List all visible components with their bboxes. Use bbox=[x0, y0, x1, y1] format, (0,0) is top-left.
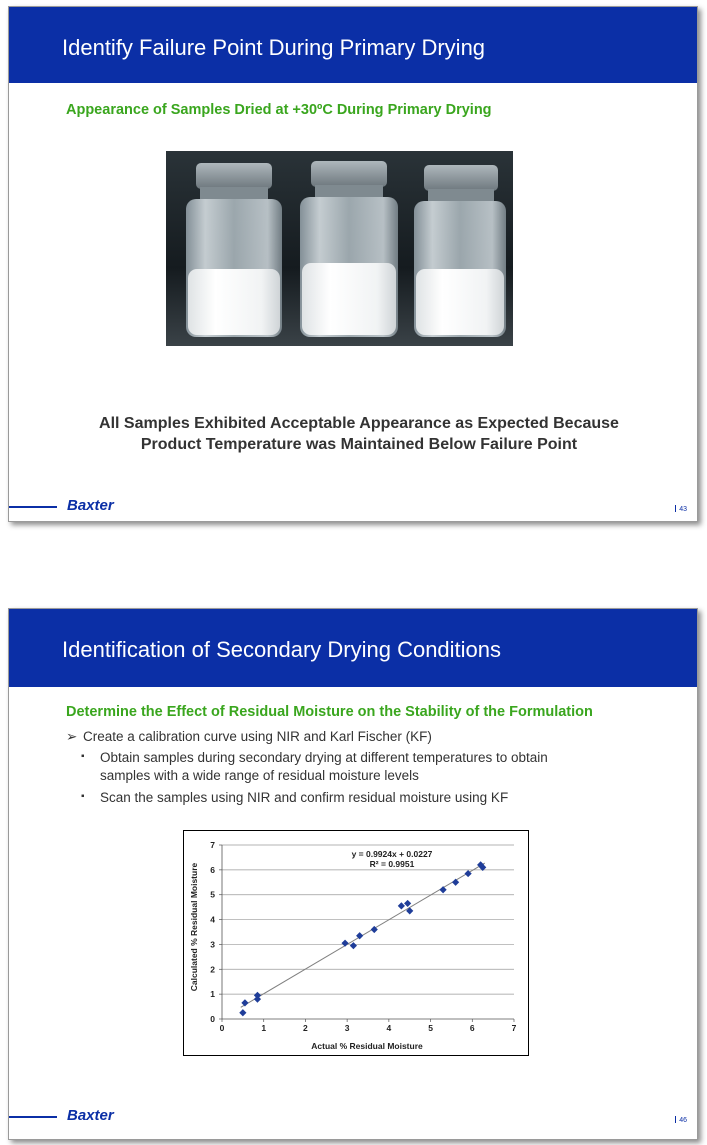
footer-line bbox=[9, 506, 57, 508]
y-tick-label: 7 bbox=[210, 840, 215, 850]
arrow-bullet-icon: ➢ bbox=[66, 729, 78, 744]
r-squared-label: R² = 0.9951 bbox=[369, 859, 415, 869]
baxter-logo: Baxter bbox=[67, 1107, 114, 1124]
slide-43 bbox=[8, 6, 698, 522]
conclusion-text bbox=[49, 413, 669, 455]
chart-grid bbox=[222, 845, 514, 994]
y-tick-label: 6 bbox=[210, 864, 215, 875]
square-bullet-icon: ▪ bbox=[81, 751, 85, 762]
slide-title: Identify Failure Point During Primary Drying bbox=[62, 35, 486, 60]
slide-header bbox=[9, 609, 697, 687]
x-axis-label: Actual % Residual Moisture bbox=[311, 1041, 423, 1051]
y-tick-label: 4 bbox=[210, 914, 215, 925]
calibration-chart-svg bbox=[184, 831, 530, 1057]
slide-header bbox=[9, 7, 697, 83]
y-axis-label: Calculated % Residual Moisture bbox=[189, 862, 199, 992]
bullet-text: Create a calibration curve using NIR and Karl Fischer (KF) bbox=[83, 729, 432, 744]
vials-illustration bbox=[166, 151, 513, 346]
conclusion-line-2: Product Temperature was Maintained Below Failure Point bbox=[140, 436, 578, 453]
data-point bbox=[439, 886, 446, 893]
chart-axes bbox=[210, 840, 516, 1033]
trendline bbox=[241, 863, 485, 1007]
y-tick-label: 3 bbox=[210, 939, 215, 950]
y-tick-label: 5 bbox=[210, 889, 215, 900]
x-tick-label: 5 bbox=[428, 1023, 433, 1033]
x-tick-label: 6 bbox=[469, 1023, 475, 1033]
x-tick-label: 3 bbox=[344, 1023, 350, 1033]
square-bullet-icon: ▪ bbox=[81, 791, 85, 802]
page-number-value: 43 bbox=[679, 506, 687, 513]
vial-3 bbox=[414, 165, 506, 337]
bullet-3 bbox=[81, 789, 508, 807]
page-number-divider bbox=[675, 505, 676, 512]
x-tick-label: 1 bbox=[261, 1023, 267, 1033]
chart-trendline-layer bbox=[241, 863, 485, 1007]
data-point bbox=[241, 999, 248, 1006]
footer-line bbox=[9, 1116, 57, 1118]
page-number bbox=[675, 1116, 687, 1124]
trendline-equation: y = 0.9924x + 0.0227 bbox=[351, 849, 433, 859]
data-point bbox=[239, 1009, 246, 1016]
y-tick-label: 1 bbox=[210, 989, 215, 1000]
page-number-value: 46 bbox=[679, 1117, 687, 1124]
slide-subtitle: Determine the Effect of Residual Moisture on the Stability of the Formulation bbox=[66, 704, 593, 720]
vial-1 bbox=[186, 163, 282, 337]
y-tick-label: 2 bbox=[210, 964, 215, 975]
bullet-1 bbox=[66, 728, 432, 746]
x-tick-label: 2 bbox=[303, 1023, 308, 1033]
slide-subtitle: Appearance of Samples Dried at +30ºC During Primary Drying bbox=[66, 102, 492, 118]
data-point bbox=[254, 992, 261, 999]
data-point bbox=[341, 940, 348, 947]
x-tick-label: 0 bbox=[219, 1023, 225, 1033]
bullet-2 bbox=[81, 749, 548, 785]
page-number-divider bbox=[675, 1116, 676, 1123]
data-point bbox=[404, 900, 411, 907]
data-point bbox=[350, 942, 357, 949]
data-point bbox=[398, 902, 405, 909]
baxter-logo: Baxter bbox=[67, 497, 114, 514]
slide-title: Identification of Secondary Drying Conditions bbox=[62, 637, 502, 662]
x-tick-label: 4 bbox=[386, 1023, 392, 1033]
vials-photo bbox=[166, 151, 513, 346]
bullet-text: Scan the samples using NIR and confirm residual moisture using KF bbox=[100, 790, 509, 805]
bullet-text-line-2: samples with a wide range of residual moisture levels bbox=[100, 768, 419, 783]
conclusion-line-1: All Samples Exhibited Acceptable Appearance as Expected Because bbox=[99, 415, 619, 432]
page-number bbox=[675, 505, 687, 513]
y-tick-label: 0 bbox=[210, 1014, 215, 1024]
slide-46 bbox=[8, 608, 698, 1140]
calibration-chart bbox=[183, 830, 529, 1056]
x-tick-label: 7 bbox=[511, 1023, 517, 1033]
bullet-text-line-1: Obtain samples during secondary drying at different temperatures to obtain bbox=[100, 750, 548, 765]
data-point bbox=[452, 879, 459, 886]
